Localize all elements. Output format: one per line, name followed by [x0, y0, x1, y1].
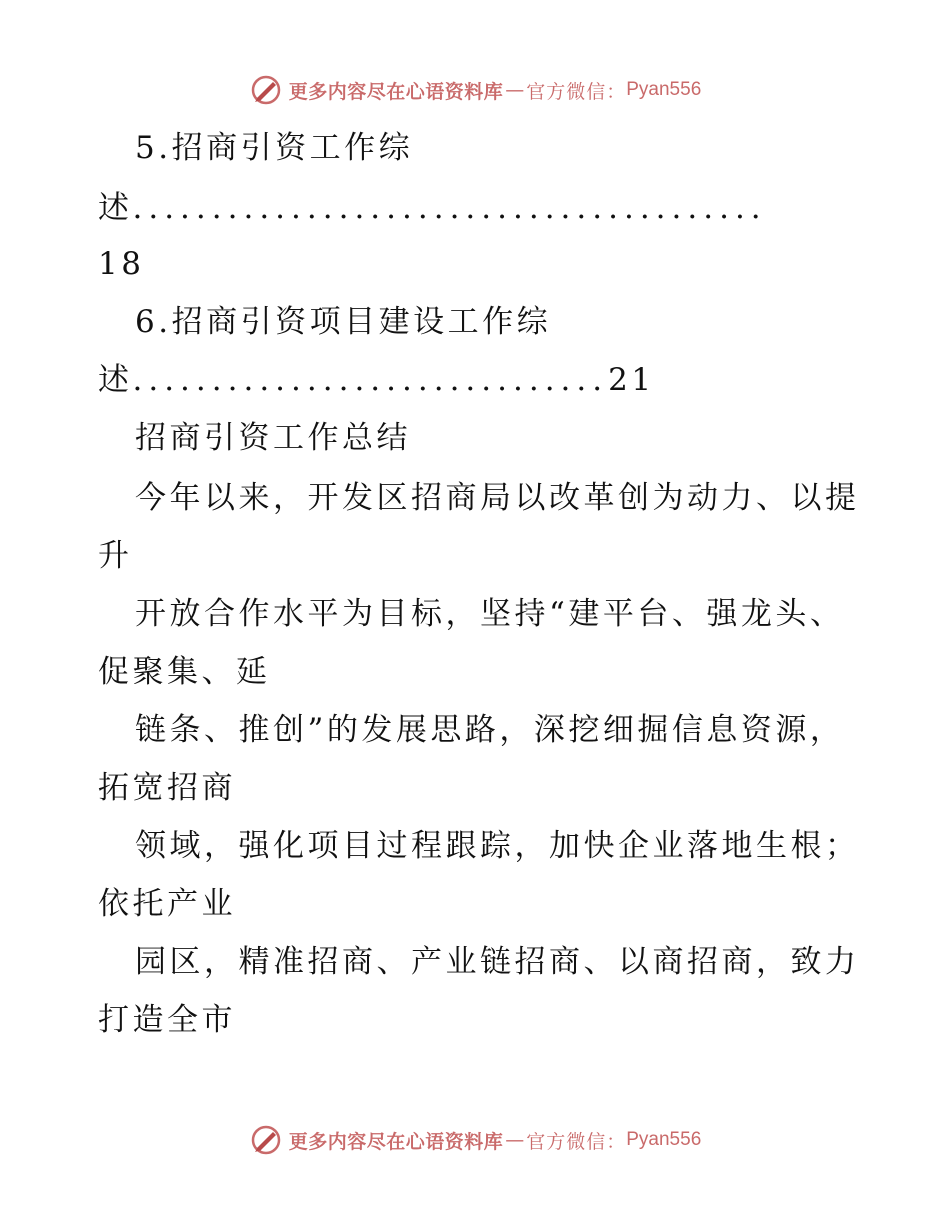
paragraph-line: 园区，精准招商、产业链招商、以商招商，致力	[135, 944, 860, 980]
toc-entry-leader-line	[98, 360, 655, 400]
quill-pen-logo-icon	[249, 73, 283, 107]
toc-entry-text: 招商引资工作综	[171, 130, 414, 166]
toc-entry-text: 招商引资项目建设工作综	[171, 304, 552, 340]
watermark-wechat-label: 官方微信：	[526, 1130, 627, 1153]
toc-dot-leader: ..............................	[132, 362, 609, 398]
section-title: 招商引资工作总结	[135, 420, 411, 456]
watermark-wechat-label: 官方微信：	[526, 80, 627, 103]
watermark-wechat-id: Pyan556	[626, 79, 702, 100]
paragraph-line-wrap: 促聚集、延	[98, 654, 271, 690]
paragraph-line: 链条、推创”的发展思路，深挖细掘信息资源，	[135, 712, 845, 748]
paragraph-line: 今年以来，开发区招商局以改革创为动力、以提	[135, 480, 860, 516]
paragraph-line: 开放合作水平为目标，坚持“建平台、强龙头、	[135, 596, 845, 632]
watermark-wechat-id: Pyan556	[626, 1129, 702, 1150]
footer-watermark	[0, 1120, 950, 1160]
toc-entry-leader-line	[98, 188, 767, 228]
header-watermark	[0, 70, 950, 110]
toc-entry-number: 6.	[135, 304, 172, 340]
toc-entry-continuation: 述	[98, 362, 133, 398]
toc-entry-title	[135, 302, 551, 342]
toc-entry-continuation: 述	[98, 190, 133, 226]
quill-pen-logo-icon	[249, 1123, 283, 1157]
paragraph-line-wrap: 依托产业	[98, 886, 236, 922]
paragraph-line-wrap: 拓宽招商	[98, 770, 236, 806]
paragraph-line-wrap: 升	[98, 538, 133, 574]
paragraph-line: 领域，强化项目过程跟踪，加快企业落地生根；	[135, 828, 860, 864]
toc-dot-leader: ........................................	[132, 190, 767, 226]
watermark-main-text: 更多内容尽在心语资料库	[288, 1130, 504, 1153]
toc-entry-number: 5.	[135, 130, 172, 166]
watermark-main-text: 更多内容尽在心语资料库	[288, 80, 504, 103]
toc-entry-title	[135, 128, 413, 168]
paragraph-line-wrap: 打造全市	[98, 1002, 236, 1038]
toc-entry-page-number: 18	[98, 246, 145, 282]
watermark-separator: —	[505, 1129, 525, 1151]
watermark-separator: —	[505, 79, 525, 101]
toc-entry-page-number: 21	[608, 362, 655, 398]
